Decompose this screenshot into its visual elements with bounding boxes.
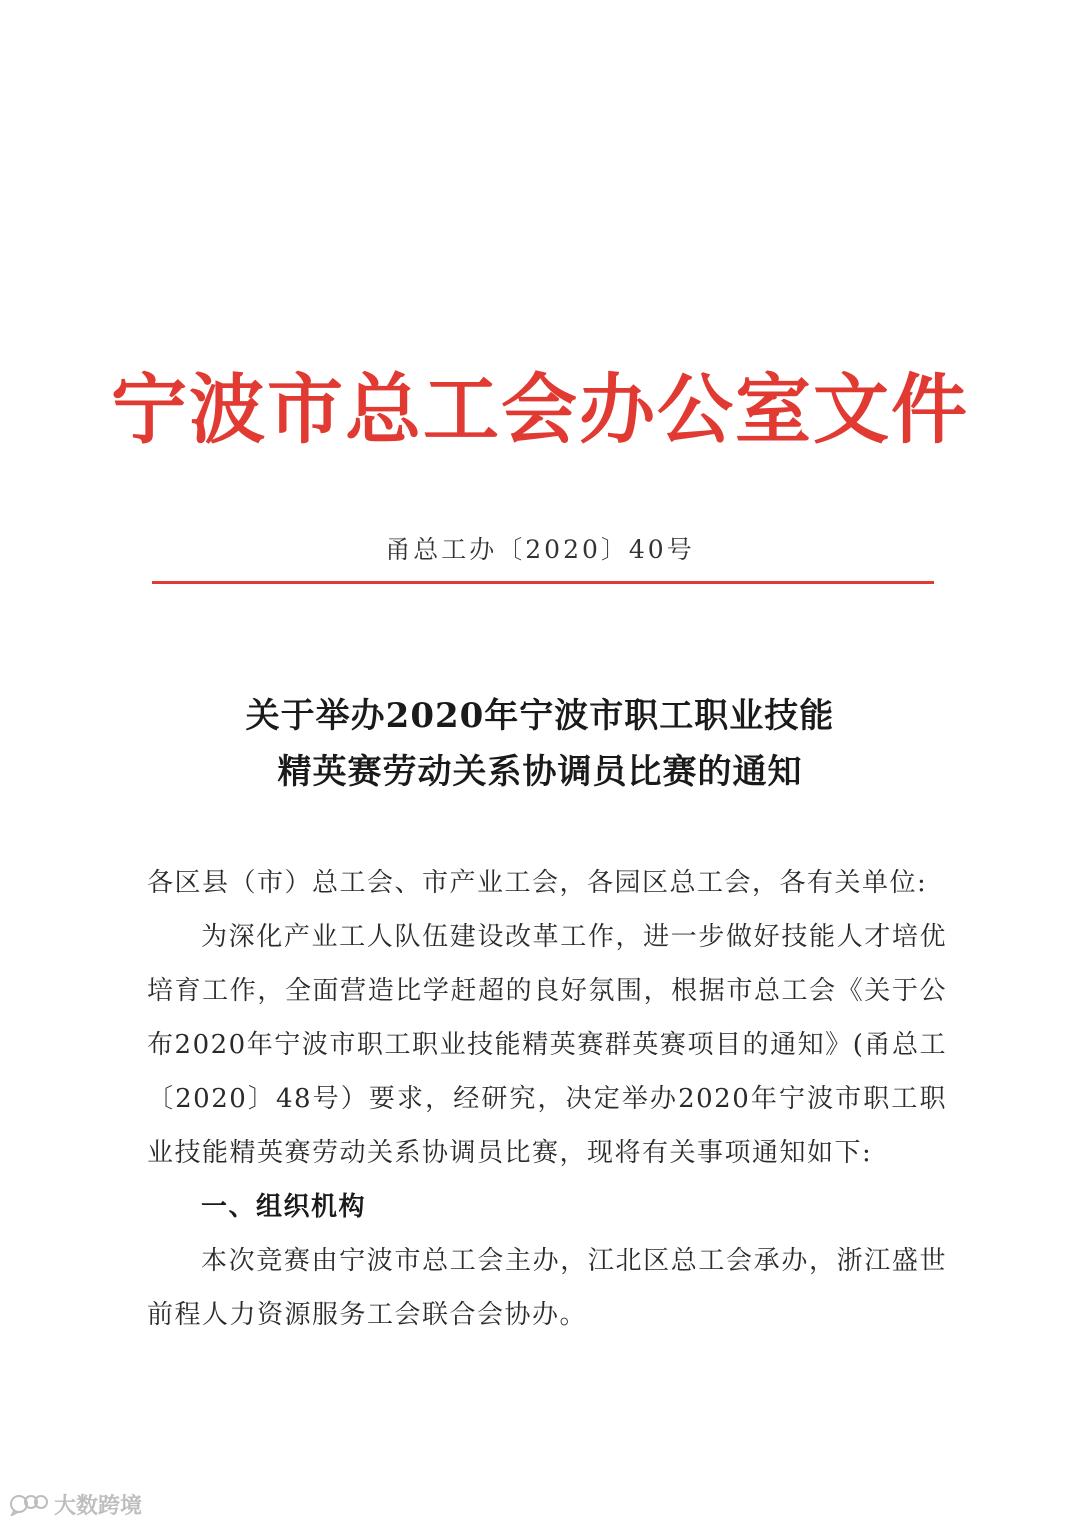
notice-body [147,856,947,1342]
section-heading-organization: 一、组织机构 [201,1192,367,1222]
document-header-title: 宁波市总工会办公室文件 [111,365,969,454]
notice-title [0,688,1080,800]
watermark [10,1490,142,1518]
salutation: 各区县（市）总工会、市产业工会，各园区总工会，各有关单位: [147,868,928,898]
notice-title-line-2: 精英赛劳动关系协调员比赛的通知 [277,752,803,792]
red-divider-line [152,581,934,584]
document-number: 甬总工办〔2020〕40号 [385,535,695,564]
notice-title-line-1: 关于举办2020年宁波市职工职业技能 [245,696,835,736]
paragraph-intro: 为深化产业工人队伍建设改革工作，进一步做好技能人才培优培育工作，全面营造比学赶超的良好氛围，根据市总工会《关于公布2020年宁波市职工职业技能精英赛群英赛项目的通知》(甬总工〔2020〕48号）要求，经研究，决定举办2020年宁波市职工职业技能精英赛劳动关系协调员比赛，现将有关事项通知如下: [147,922,947,1168]
watermark-text: 大数跨境 [54,1493,143,1519]
paragraph-organization: 本次竞赛由宁波市总工会主办，江北区总工会承办，浙江盛世前程人力资源服务工会联合会协办。 [147,1246,947,1330]
chat-bubble-icon [10,1492,50,1516]
